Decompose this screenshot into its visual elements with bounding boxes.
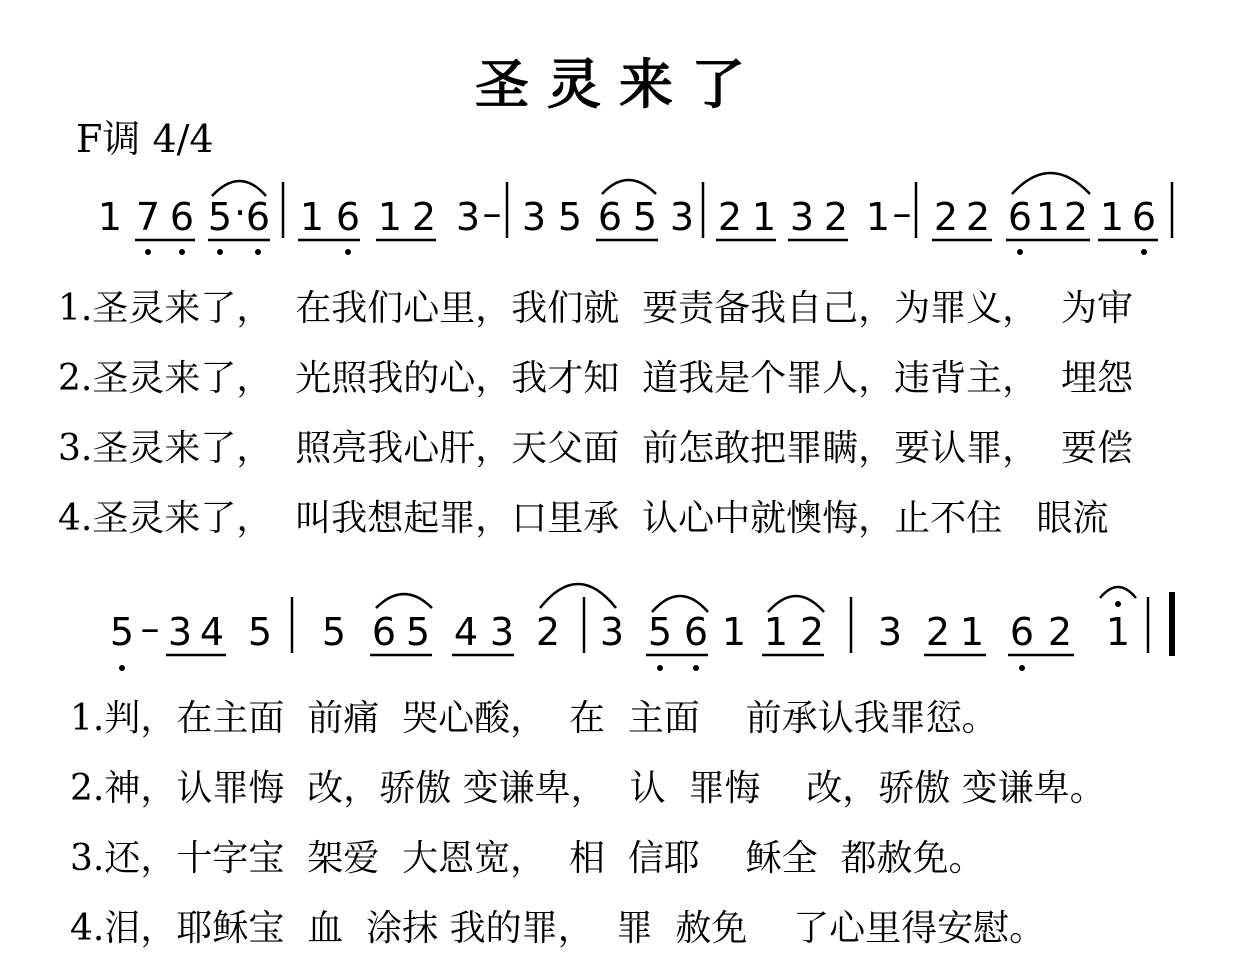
note: 6 — [169, 195, 195, 239]
note: 1 — [1035, 195, 1061, 239]
note: 6 — [371, 610, 397, 654]
note: 6 — [335, 195, 361, 239]
note: 5 — [632, 195, 658, 239]
note: 2 — [823, 195, 849, 239]
dot-symbol: · — [233, 191, 247, 235]
note: 5 — [557, 195, 583, 239]
lyric-line: 2.圣灵来了， 光照我的心，我才知 道我是个罪人，违背主， 埋怨 — [58, 358, 1134, 399]
lyric-line: 1.判，在主面 前痛 哭心酸， 在 主面 前承认我罪愆。 — [70, 698, 998, 739]
note: 6 — [683, 610, 709, 654]
note: 3 — [599, 610, 625, 654]
note: 5 — [647, 610, 673, 654]
note: 2 — [1047, 610, 1073, 654]
note: 1 — [299, 195, 325, 239]
dash-symbol: – — [892, 191, 912, 235]
dash-symbol: – — [482, 191, 502, 235]
note: 2 — [411, 195, 437, 239]
note: 5 — [321, 610, 347, 654]
song-title: 圣灵来了 — [475, 53, 763, 116]
note: 3 — [669, 195, 695, 239]
note: 1 — [865, 195, 891, 239]
note: 1 — [751, 195, 777, 239]
note: 6 — [597, 195, 623, 239]
note: 3 — [877, 610, 903, 654]
note: 5 — [405, 610, 431, 654]
note: 1 — [763, 610, 789, 654]
note: 5 — [207, 195, 233, 239]
note: 6 — [1007, 195, 1033, 239]
note: 1 — [377, 195, 403, 239]
note: 5 — [109, 610, 135, 654]
note: 3 — [521, 195, 547, 239]
lyric-line: 3.圣灵来了， 照亮我心肝，天父面 前怎敢把罪瞒，要认罪， 要偿 — [58, 428, 1134, 469]
note: 1 — [1105, 610, 1131, 654]
lyric-line: 3.还，十字宝 架爱 大恩宽， 相 信耶 稣全 都赦免。 — [70, 838, 985, 879]
note: 4 — [199, 610, 225, 654]
note: 2 — [717, 195, 743, 239]
note: 3 — [455, 195, 481, 239]
note: 3 — [167, 610, 193, 654]
note: 6 — [1131, 195, 1157, 239]
lyric-line: 2.神，认罪悔 改，骄傲 变谦卑， 认 罪悔 改，骄傲 变谦卑。 — [70, 768, 1106, 809]
lyric-line: 1.圣灵来了， 在我们心里，我们就 要责备我自己，为罪义， 为审 — [58, 288, 1134, 329]
note: 7 — [135, 195, 161, 239]
note: 6 — [1009, 610, 1035, 654]
note: 6 — [245, 195, 271, 239]
lyric-line: 4.泪，耶稣宝 血 涂抹 我的罪， 罪 赦免 了心里得安慰。 — [70, 908, 1046, 949]
note: 1 — [721, 610, 747, 654]
note: 5 — [247, 610, 273, 654]
dash-symbol: – — [140, 606, 160, 650]
note: 4 — [453, 610, 479, 654]
key-time-signature: F调 4/4 — [76, 117, 214, 161]
note: 2 — [535, 610, 561, 654]
lyric-line: 4.圣灵来了， 叫我想起罪，口里承 认心中就懊悔，止不住 眼流 — [58, 498, 1109, 539]
note: 2 — [933, 195, 959, 239]
note: 1 — [959, 610, 985, 654]
note: 2 — [1063, 195, 1089, 239]
note: 3 — [489, 610, 515, 654]
note: 1 — [97, 195, 123, 239]
note: 1 — [1099, 195, 1125, 239]
note: 2 — [925, 610, 951, 654]
note: 2 — [965, 195, 991, 239]
note: 3 — [789, 195, 815, 239]
note: 2 — [799, 610, 825, 654]
